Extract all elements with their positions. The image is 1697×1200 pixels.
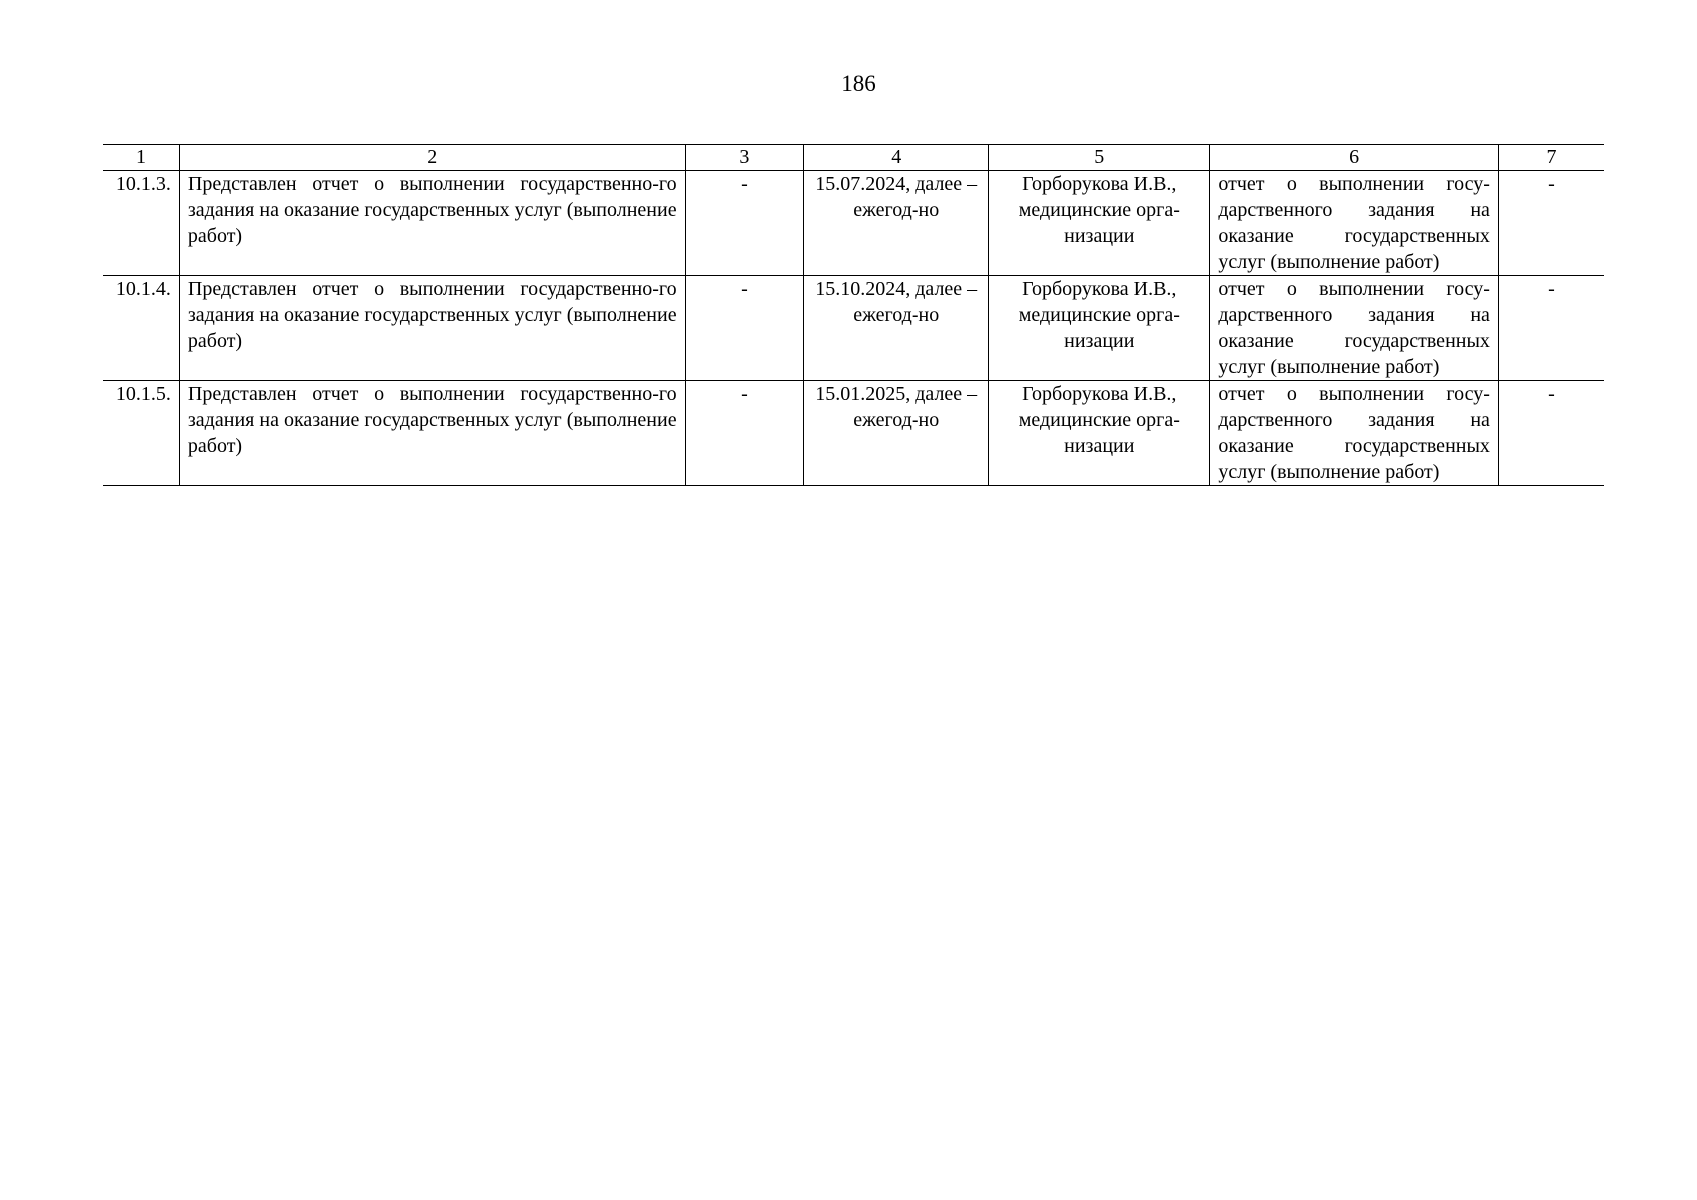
row-responsible: Горборукова И.В., медицинские орга-низации [989,171,1210,276]
row-description: Представлен отчет о выполнении государственно-го задания на оказание государственных услуг (выполнение работ) [179,276,685,381]
header-row [103,145,1604,171]
column-header-6: 6 [1210,145,1499,171]
row-result: отчет о выполнении госу-дарственного задания на оказание государственных услуг (выполнение работ) [1210,381,1499,486]
row-col7: - [1498,276,1604,381]
row-col7: - [1498,171,1604,276]
row-deadline: 15.01.2025, далее – ежегод-но [804,381,989,486]
row-deadline: 15.07.2024, далее – ежегод-но [804,171,989,276]
column-header-1: 1 [103,145,179,171]
row-description: Представлен отчет о выполнении государственно-го задания на оказание государственных услуг (выполнение работ) [179,381,685,486]
column-header-2: 2 [179,145,685,171]
table-row [103,171,1604,276]
row-responsible: Горборукова И.В., медицинские орга-низации [989,276,1210,381]
row-col7: - [1498,381,1604,486]
row-deadline: 15.10.2024, далее – ежегод-но [804,276,989,381]
row-result: отчет о выполнении госу-дарственного задания на оказание государственных услуг (выполнение работ) [1210,276,1499,381]
row-col3: - [685,381,804,486]
table-header [103,145,1604,171]
table-row [103,276,1604,381]
row-number: 10.1.4. [103,276,179,381]
row-col3: - [685,171,804,276]
column-header-3: 3 [685,145,804,171]
table-row [103,381,1604,486]
column-header-5: 5 [989,145,1210,171]
row-col3: - [685,276,804,381]
column-header-4: 4 [804,145,989,171]
plan-table [103,144,1604,486]
row-description: Представлен отчет о выполнении государственно-го задания на оказание государственных услуг (выполнение работ) [179,171,685,276]
column-header-7: 7 [1498,145,1604,171]
row-number: 10.1.3. [103,171,179,276]
table-body [103,171,1604,486]
row-number: 10.1.5. [103,381,179,486]
page-number: 186 [841,71,876,96]
row-responsible: Горборукова И.В., медицинские орга-низации [989,381,1210,486]
row-result: отчет о выполнении госу-дарственного задания на оказание государственных услуг (выполнение работ) [1210,171,1499,276]
